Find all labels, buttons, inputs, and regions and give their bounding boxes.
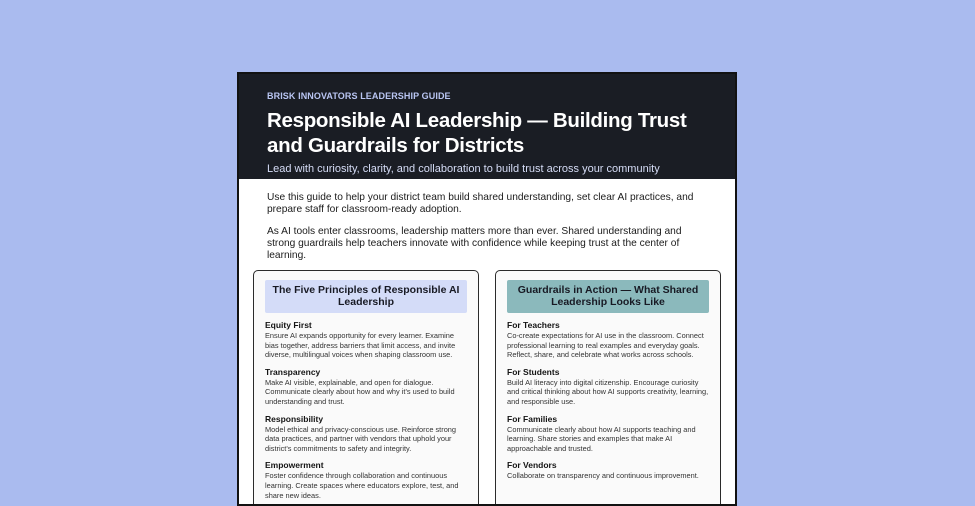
guardrails-title: Guardrails in Action — What Shared Leadership Looks Like [507,280,709,313]
principle-item [265,460,467,500]
guardrail-body: Collaborate on transparency and continuous improvement. [507,471,699,481]
principle-body: Make AI visible, explainable, and open for dialogue. Communicate clearly about how and why it's used to build understanding and trust. [265,377,455,406]
guardrail-item [507,320,709,360]
guardrail-item [507,414,709,454]
principle-body: Foster confidence through collaboration and continuous learning. Create spaces where educators explore, test, and share new ideas. [265,471,459,500]
principle-heading: Transparency [265,366,321,377]
guardrail-heading: For Families [507,413,558,424]
principles-list [265,320,467,500]
guardrail-body: Communicate clearly about how AI supports teaching and learning. Share stories and examples that make AI approachable and trusted. [507,424,696,453]
intro-paragraph-2: As AI tools enter classrooms, leadership matters more than ever. Shared understanding and strong guardrails help teachers innovate with confidence while keeping trust at the center of learning. [267,226,682,261]
guardrail-body: Co-create expectations for AI use in the classroom. Connect professional learning to real examples and everyday goals. Reflect, share, and celebrate what works across schools. [507,331,704,360]
principle-item [265,320,467,360]
guardrail-item [507,367,709,407]
principle-body: Model ethical and privacy-conscious use. Reinforce strong data practices, and partner with vendors that uphold your district's commitments to safety and integrity. [265,424,457,453]
principles-card [253,270,479,506]
principle-heading: Empowerment [265,460,324,471]
principle-body: Ensure AI expands opportunity for every learner. Examine bias together, address barriers that limit access, and invite diverse, multilingual voices when shaping classroom use. [265,331,456,360]
guardrail-heading: For Students [507,366,560,377]
document-subtitle: Lead with curiosity, clarity, and collaboration to build trust across your community [267,163,660,175]
guardrail-item [507,460,709,481]
principle-heading: Responsibility [265,413,324,424]
title-line-2: and Guardrails for Districts [267,134,525,157]
principle-item [265,414,467,454]
guardrails-list [507,320,709,481]
principle-item [265,367,467,407]
guardrail-heading: For Teachers [507,320,560,330]
document-header [239,74,735,179]
guardrail-body: Build AI literacy into digital citizenship. Encourage curiosity and critical thinking about how AI supports creativity, learning, and responsible use. [507,377,709,406]
title-line-1: Responsible AI Leadership — Building Trust [267,109,687,132]
intro-section [239,179,735,262]
eyebrow-label: BRISK INNOVATORS LEADERSHIP GUIDE [267,91,451,101]
document-title [267,108,735,158]
guide-document [237,72,737,506]
guardrails-card [495,270,721,506]
principle-heading: Equity First [265,320,312,330]
guardrail-heading: For Vendors [507,460,557,471]
intro-paragraph-1: Use this guide to help your district team build shared understanding, set clear AI practices, and prepare staff for classroom-ready adoption. [267,192,694,215]
principles-title: The Five Principles of Responsible AI Leadership [265,280,467,313]
